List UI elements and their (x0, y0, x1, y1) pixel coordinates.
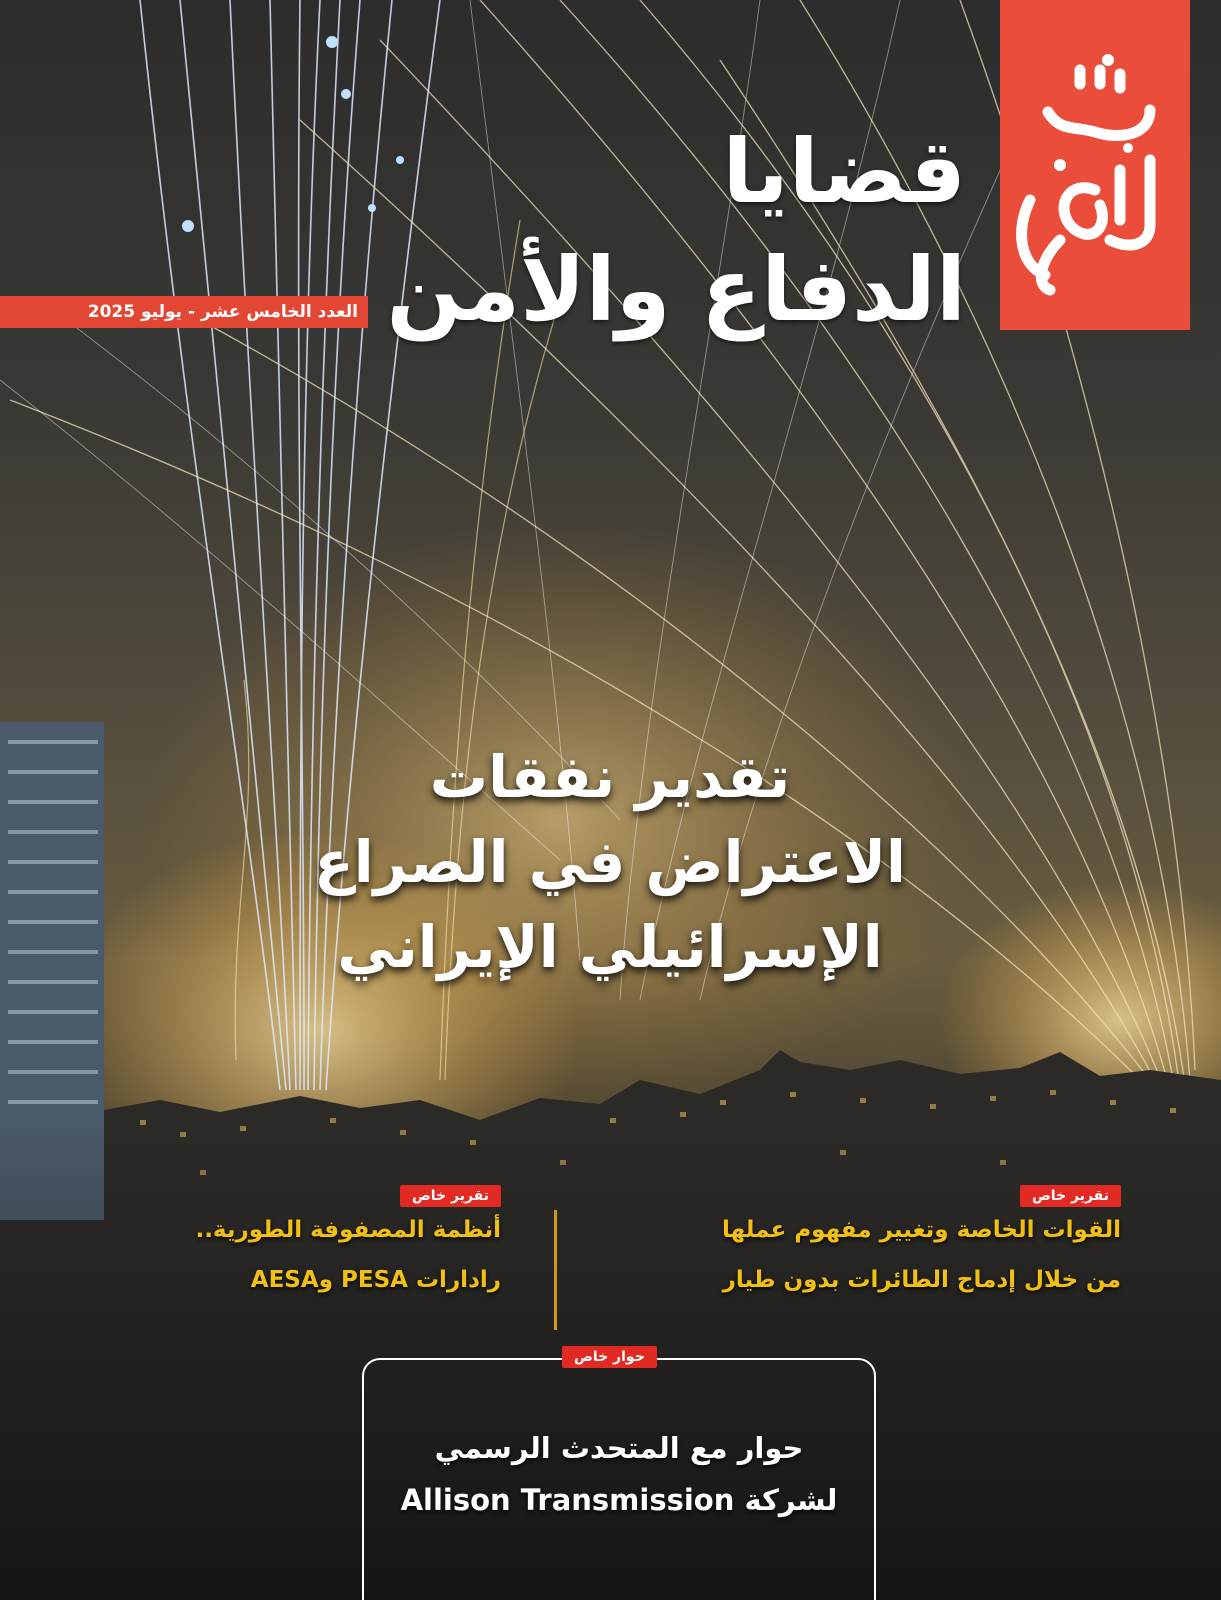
story-tag-radars: تقرير خاص (400, 1185, 501, 1207)
story-tag-special-forces: تقرير خاص (1020, 1185, 1121, 1207)
story-line: رادارات PESA وAESA (250, 1267, 501, 1293)
story-line: القوات الخاصة وتغيير مفهوم عملها (721, 1217, 1121, 1243)
main-headline-line: الإسرائيلي الإيراني (337, 913, 883, 981)
issue-label: العدد الخامس عشر - يوليو 2025 (0, 296, 368, 328)
story-divider (554, 1210, 557, 1330)
interview-tag: حوار خاص (562, 1346, 657, 1368)
main-headline-line: تقدير نفقات (429, 743, 791, 811)
main-headline[interactable] (300, 735, 920, 990)
interview-line: لشركة Allison Transmission (400, 1483, 838, 1517)
interview-line: حوار مع المتحدث الرسمي (434, 1431, 804, 1465)
story-special-forces[interactable] (722, 1205, 1121, 1305)
story-radars[interactable] (195, 1205, 501, 1305)
story-line: أنظمة المصفوفة الطورية.. (195, 1217, 501, 1243)
main-headline-line: الاعتراض في الصراع (314, 828, 906, 896)
story-line: من خلال إدماج الطائرات بدون طيار (722, 1267, 1121, 1293)
magazine-title-line1: قضايا (722, 120, 966, 223)
brand-logo[interactable] (1000, 0, 1190, 330)
logo-calligraphy-icon (1000, 0, 1190, 330)
interview-headline[interactable] (362, 1422, 876, 1526)
magazine-title-line2: الدفاع والأمن (386, 238, 966, 341)
